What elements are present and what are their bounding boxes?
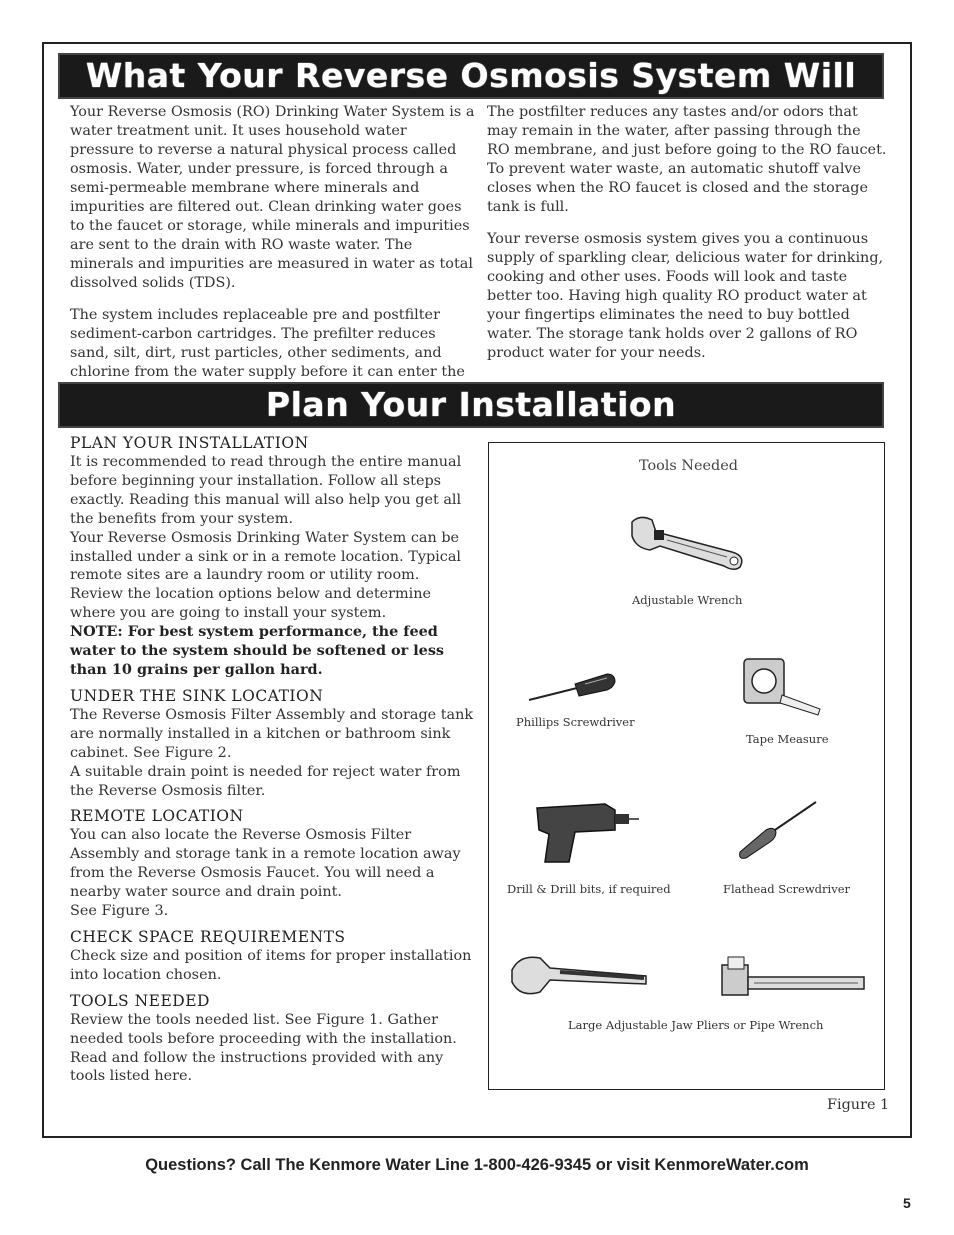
footer-contact: Questions? Call The Kenmore Water Line 1-800-426-9345 or visit KenmoreWater.com bbox=[145, 1156, 809, 1174]
flathead-screwdriver-icon bbox=[736, 800, 820, 860]
section-text: See Figure 3. bbox=[70, 903, 169, 920]
intro-paragraph: The system includes replaceable pre and postfilter sediment-carbon cartridges. The prefilter reduces sand, silt, dirt, rust particles, other sediments, and chlorine from the water supply before it can enter the bbox=[70, 307, 465, 380]
figure-title: Tools Needed bbox=[639, 458, 738, 474]
note-text: NOTE: For best system performance, the feed water to the system should be softened or less than 10 grains per gallon hard. bbox=[70, 623, 445, 678]
banner-title: What Your Reverse Osmosis System Will Do bbox=[85, 56, 857, 137]
tool-label-drill: Drill & Drill bits, if required bbox=[507, 882, 671, 896]
tape-measure-icon bbox=[742, 657, 824, 719]
pipe-wrench-icon bbox=[718, 955, 868, 1001]
section-heading: PLAN YOUR INSTALLATION bbox=[70, 434, 309, 452]
installation-instructions bbox=[70, 433, 475, 1092]
tool-label-phillips: Phillips Screwdriver bbox=[516, 715, 635, 729]
section-space bbox=[70, 927, 475, 985]
section-text: Check size and position of items for proper installation into location chosen. bbox=[70, 947, 472, 983]
intro-paragraph: Your Reverse Osmosis (RO) Drinking Water System is a water treatment unit. It uses household water pressure to reverse a natural physical process called osmosis. Water, under pressure, is forced through a semi-permeable membrane where minerals and impurities are filtered out. Clean drinking water goes to the faucet or storage, while minerals and impurities are sent to the drain with RO waste water. The minerals and impurities are measured in water as total dissolved solids (TDS). bbox=[70, 104, 475, 291]
section-text: You can also locate the Reverse Osmosis Filter Assembly and storage tank in a remote location away from the Reverse Osmosis Faucet. You will need a nearby water source and drain point. bbox=[70, 827, 461, 901]
adjustable-wrench-icon bbox=[622, 512, 752, 574]
section-text: Review the tools needed list. See Figure 1. Gather needed tools before proceeding with the installation. Read and follow the instructions provided with any tools listed here. bbox=[70, 1011, 457, 1085]
banner-title: Plan Your Installation bbox=[265, 385, 677, 424]
page-number: 5 bbox=[903, 1195, 911, 1211]
tool-label-flathead: Flathead Screwdriver bbox=[723, 882, 851, 896]
intro-paragraph: The postfilter reduces any tastes and/or odors that may remain in the water, after passing through the RO membrane, and just before going to the RO faucet. To prevent water waste, an automatic shutoff valve closes when the RO faucet is closed and the storage tank is full. bbox=[487, 104, 887, 215]
section-heading: REMOTE LOCATION bbox=[70, 807, 244, 826]
intro-paragraph: Your reverse osmosis system gives you a continuous supply of sparkling clear, delicious water for drinking, cooking and other uses. Foods will look and taste better too. Having high quality RO product water at your fingertips eliminates the need to buy bottled water. The storage tank holds over 2 gallons of RO product water for your needs. bbox=[487, 231, 884, 361]
tool-label-wrench: Adjustable Wrench bbox=[632, 593, 743, 607]
section-text: The Reverse Osmosis Filter Assembly and storage tank are normally installed in a kitchen or bathroom sink cabinet. See Figure 2. bbox=[70, 706, 474, 761]
section-banner-plan bbox=[58, 382, 884, 428]
section-banner-system bbox=[58, 53, 884, 137]
section-under-sink bbox=[70, 686, 475, 801]
pliers-icon bbox=[510, 950, 650, 1000]
section-heading: CHECK SPACE REQUIREMENTS bbox=[70, 927, 346, 946]
section-tools bbox=[70, 991, 475, 1087]
intro-column-right bbox=[487, 103, 887, 376]
section-text: Your Reverse Osmosis Drinking Water System can be installed under a sink or in a remote location. Typical remote sites are a laundry room or utility room. Review the location options below and determine where you are going to install your system. bbox=[70, 529, 461, 622]
phillips-screwdriver-icon bbox=[527, 670, 617, 706]
intro-column-left bbox=[70, 103, 475, 414]
section-remote bbox=[70, 806, 475, 921]
section-plan bbox=[70, 433, 475, 680]
tool-label-tape: Tape Measure bbox=[746, 732, 829, 746]
section-text: A suitable drain point is needed for reject water from the Reverse Osmosis filter. bbox=[70, 763, 461, 799]
section-heading: UNDER THE SINK LOCATION bbox=[70, 686, 324, 705]
section-heading: TOOLS NEEDED bbox=[70, 991, 210, 1010]
section-text: It is recommended to read through the entire manual before beginning your installation. Follow all steps exactly. Reading this manual will also help you get all the benefits from your system. bbox=[70, 454, 462, 527]
tool-label-pliers: Large Adjustable Jaw Pliers or Pipe Wrench bbox=[568, 1018, 824, 1032]
figure-caption: Figure 1 bbox=[827, 1097, 890, 1113]
drill-icon bbox=[535, 800, 640, 870]
